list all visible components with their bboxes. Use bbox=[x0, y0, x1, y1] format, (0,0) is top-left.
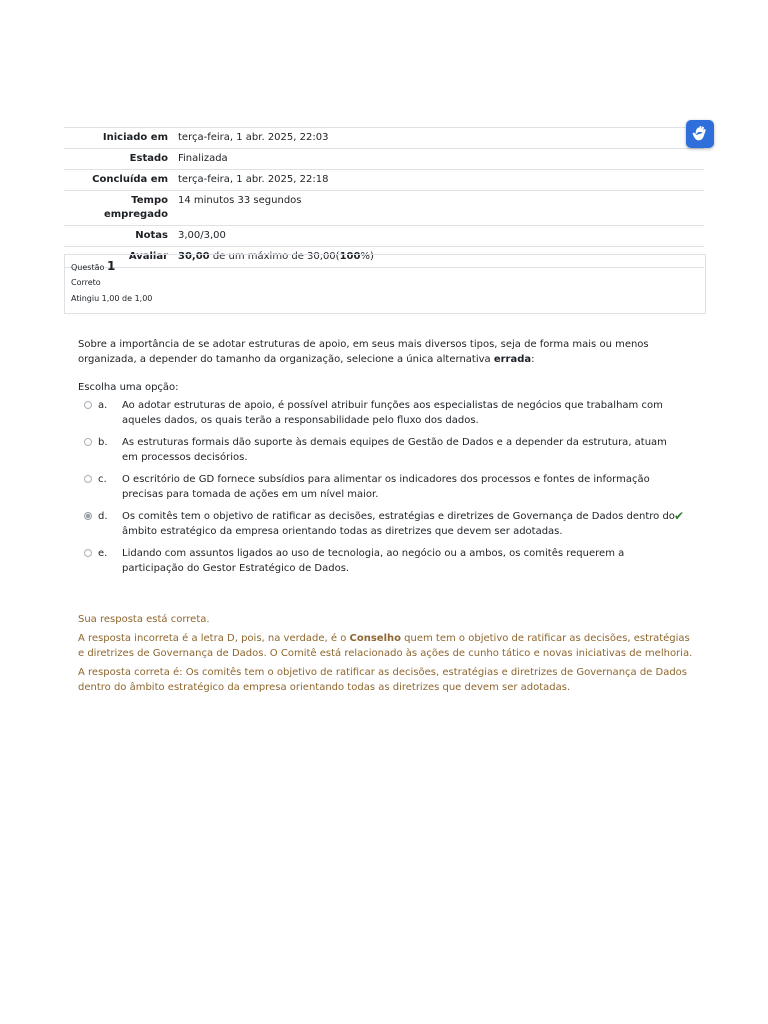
radio-button[interactable] bbox=[84, 438, 92, 446]
option-letter: e. bbox=[98, 548, 108, 559]
summary-label: Concluída em bbox=[92, 174, 168, 185]
grade-score: 30,00 bbox=[178, 251, 210, 262]
question-mark: Atingiu 1,00 de 1,00 bbox=[71, 294, 153, 303]
check-icon: ✔ bbox=[674, 509, 685, 523]
grade-suffix: %) bbox=[360, 251, 374, 262]
option-letter: d. bbox=[98, 511, 108, 522]
answer-option-c[interactable] bbox=[84, 472, 694, 502]
radio-button-selected[interactable] bbox=[84, 512, 92, 520]
feedback-area bbox=[78, 612, 698, 699]
attempt-summary-table bbox=[64, 127, 704, 268]
option-text: Os comitês tem o objetivo de ratificar as decisões, estratégias e diretrizes de Governança de Dados dentro do âmbito estratégico da empresa orientando todas as diretrizes que devem ser adotadas. bbox=[122, 511, 675, 537]
option-text: O escritório de GD fornece subsídios para alimentar os indicadores dos processos e fontes de informação precisas para tomada de ações em um nível maior. bbox=[122, 474, 650, 500]
summary-label: Estado bbox=[129, 153, 168, 164]
summary-row-time-taken bbox=[64, 191, 704, 226]
question-state: Correto bbox=[71, 278, 101, 287]
feedback-text-bold: Conselho bbox=[349, 633, 401, 644]
summary-label: Avaliar bbox=[128, 251, 168, 262]
answer-option-d[interactable] bbox=[84, 509, 694, 539]
question-text bbox=[78, 337, 668, 367]
option-text: Ao adotar estruturas de apoio, é possível atribuir funções aos especialistas de negócios que trabalham com aqueles dados, os quais terão a responsabilidade pelo fluxo dos dados. bbox=[122, 400, 663, 426]
answer-option-a[interactable] bbox=[84, 398, 694, 428]
option-text: Lidando com assuntos ligados ao uso de tecnologia, ao negócio ou a ambos, os comitês requerem a participação do Gestor Estratégico de Dados. bbox=[122, 548, 625, 574]
option-letter: a. bbox=[98, 400, 108, 411]
accessibility-button[interactable] bbox=[686, 120, 714, 148]
summary-row-marks bbox=[64, 226, 704, 247]
summary-value: 3,00/3,00 bbox=[178, 230, 226, 241]
feedback-explanation bbox=[78, 631, 698, 661]
summary-label: Notas bbox=[135, 230, 168, 241]
answer-options bbox=[84, 398, 694, 583]
summary-value: terça-feira, 1 abr. 2025, 22:03 bbox=[178, 132, 329, 143]
question-text-bold: errada bbox=[493, 354, 532, 365]
summary-row-state bbox=[64, 149, 704, 170]
radio-button[interactable] bbox=[84, 401, 92, 409]
question-prefix: Questão bbox=[71, 263, 105, 272]
grade-percent: 100 bbox=[339, 251, 361, 262]
question-number bbox=[71, 259, 699, 275]
option-text: As estruturas formais dão suporte às demais equipes de Gestão de Dados e a depender da estrutura, atuam em processos decisórios. bbox=[122, 437, 667, 463]
radio-button[interactable] bbox=[84, 549, 92, 557]
question-text-part: Sobre a importância de se adotar estruturas de apoio, em seus mais diversos tipos, seja de forma mais ou menos organizada, a depender do tamanho da organização, selecione a única alternativa bbox=[78, 339, 649, 365]
question-text-part: : bbox=[531, 354, 535, 365]
option-letter: b. bbox=[98, 437, 108, 448]
summary-label: Tempo empregado bbox=[103, 195, 168, 220]
summary-row-started bbox=[64, 128, 704, 149]
answer-option-e[interactable] bbox=[84, 546, 694, 576]
grade-middle: de um máximo de 30,00( bbox=[209, 251, 340, 262]
radio-button[interactable] bbox=[84, 475, 92, 483]
accessibility-hand-icon bbox=[691, 125, 709, 143]
feedback-text-part: quem tem o objetivo de ratificar as decisões, estratégias e diretrizes de Governança de Dados. O Comitê está relacionado às ações de cunho tático e novas iniciativas de melhoria. bbox=[78, 633, 693, 659]
answer-option-b[interactable] bbox=[84, 435, 694, 465]
option-letter: c. bbox=[98, 474, 107, 485]
feedback-right-answer: A resposta correta é: Os comitês tem o objetivo de ratificar as decisões, estratégias e diretrizes de Governança de Dados dentro do âmbito estratégico da empresa orientando todas as diretrizes que devem ser adotadas. bbox=[78, 667, 688, 693]
summary-label: Iniciado em bbox=[102, 132, 168, 143]
question-info-box bbox=[64, 254, 706, 314]
feedback-text-part: A resposta incorreta é a letra D, pois, na verdade, é o bbox=[78, 633, 350, 644]
summary-value: Finalizada bbox=[178, 153, 228, 164]
summary-value: terça-feira, 1 abr. 2025, 22:18 bbox=[178, 174, 329, 185]
answer-prompt: Escolha uma opção: bbox=[78, 382, 179, 393]
question-number-value: 1 bbox=[106, 259, 116, 273]
summary-value: 14 minutos 33 segundos bbox=[178, 195, 302, 206]
summary-row-completed bbox=[64, 170, 704, 191]
feedback-status: Sua resposta está correta. bbox=[78, 614, 210, 625]
